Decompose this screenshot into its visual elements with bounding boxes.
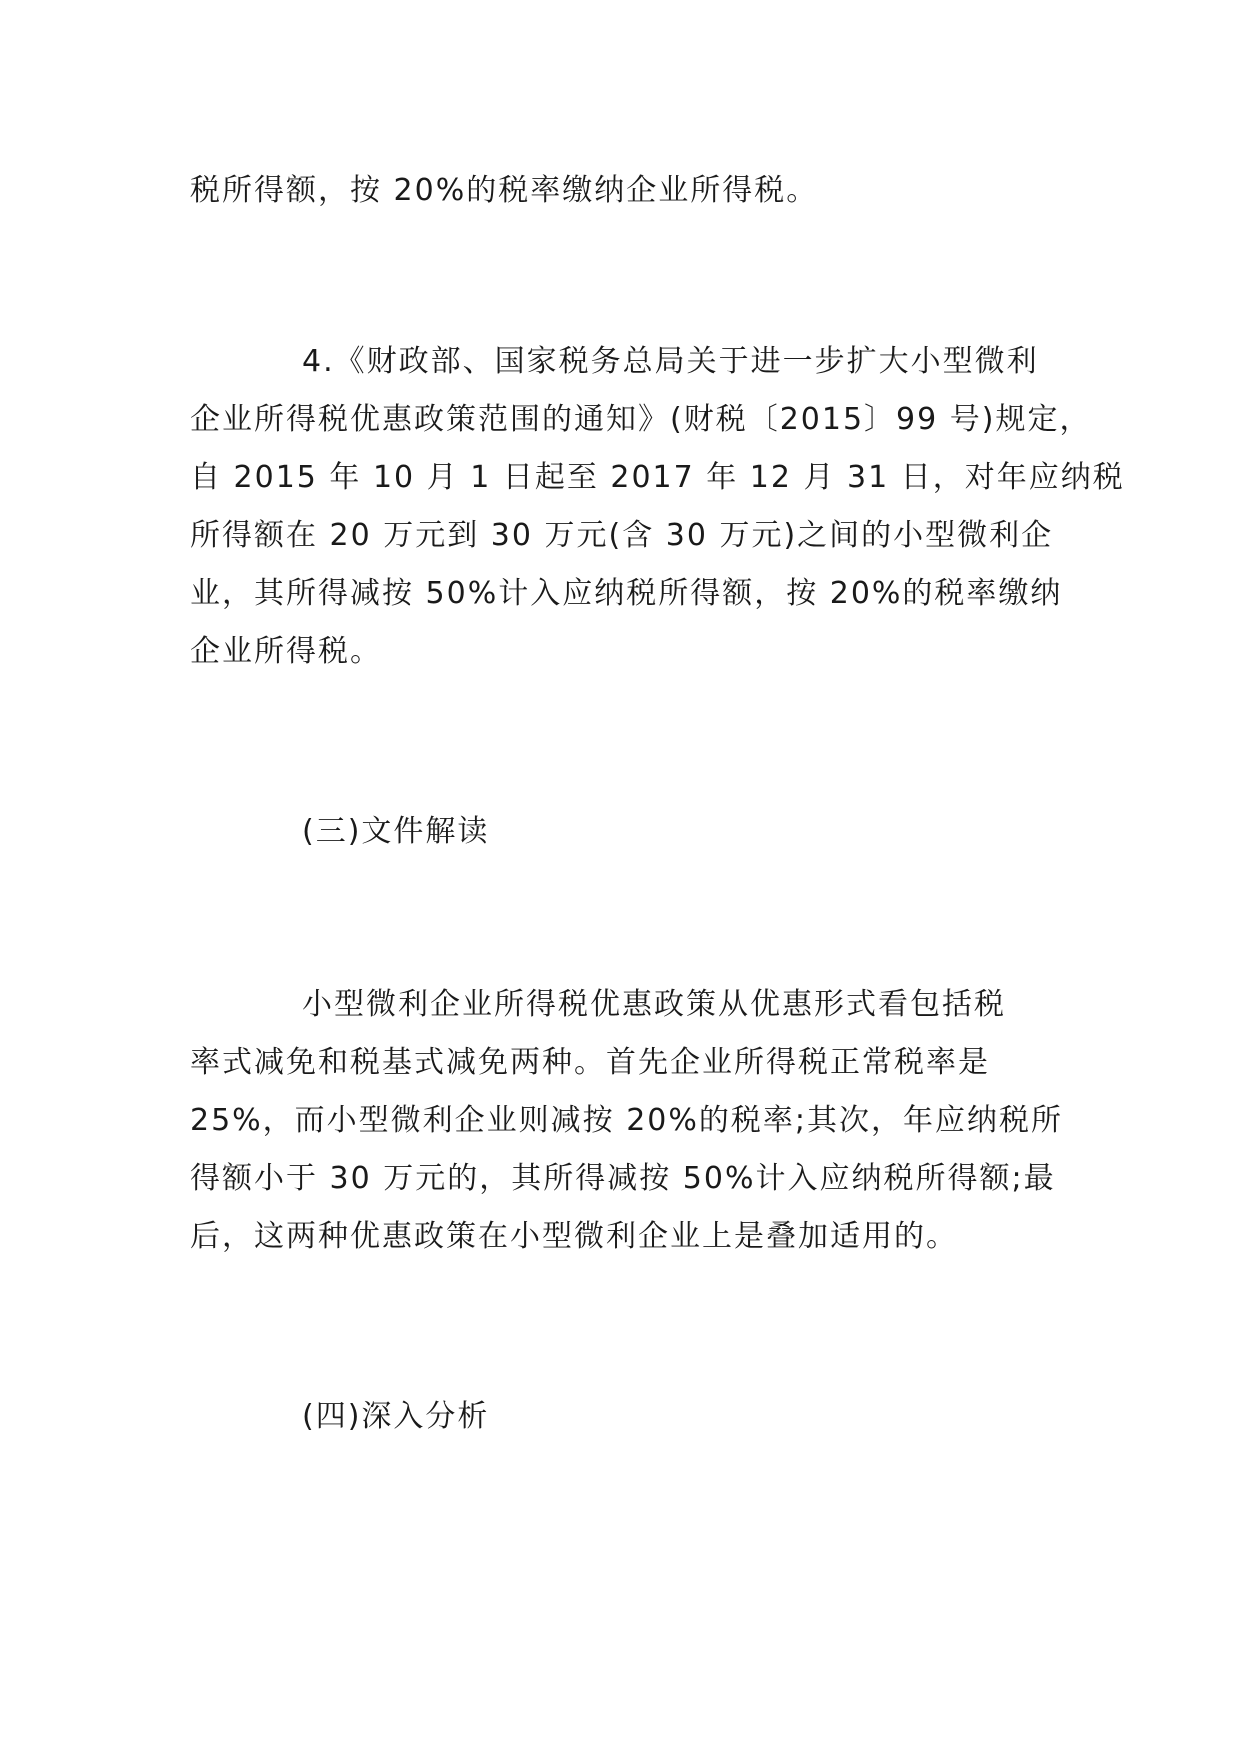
paragraph-fragment: 税所得额，按 20%的税率缴纳企业所得税。 (190, 173, 819, 208)
interpretation-line: 后，这两种优惠政策在小型微利企业上是叠加适用的。 (190, 1219, 958, 1254)
interpretation-line: 25%，而小型微利企业则减按 20%的税率;其次，年应纳税所 (190, 1103, 1064, 1138)
interpretation-line: 得额小于 30 万元的，其所得减按 50%计入应纳税所得额;最 (190, 1161, 1056, 1196)
interpretation-line: 率式减免和税基式减免两种。首先企业所得税正常税率是 (190, 1045, 990, 1080)
section-heading-3: (三)文件解读 (302, 814, 490, 849)
item4-line: 4.《财政部、国家税务总局关于进一步扩大小型微利 (302, 344, 1039, 379)
section-heading-4: (四)深入分析 (302, 1399, 490, 1434)
item4-line: 自 2015 年 10 月 1 日起至 2017 年 12 月 31 日，对年应纳税 (190, 460, 1125, 495)
item4-line: 业，其所得减按 50%计入应纳税所得额，按 20%的税率缴纳 (190, 576, 1063, 611)
item4-line: 所得额在 20 万元到 30 万元(含 30 万元)之间的小型微利企 (190, 518, 1054, 553)
interpretation-line: 小型微利企业所得税优惠政策从优惠形式看包括税 (302, 987, 1006, 1022)
item4-line: 企业所得税优惠政策范围的通知》(财税〔2015〕99 号)规定， (190, 402, 1092, 437)
item4-line: 企业所得税。 (190, 634, 382, 669)
